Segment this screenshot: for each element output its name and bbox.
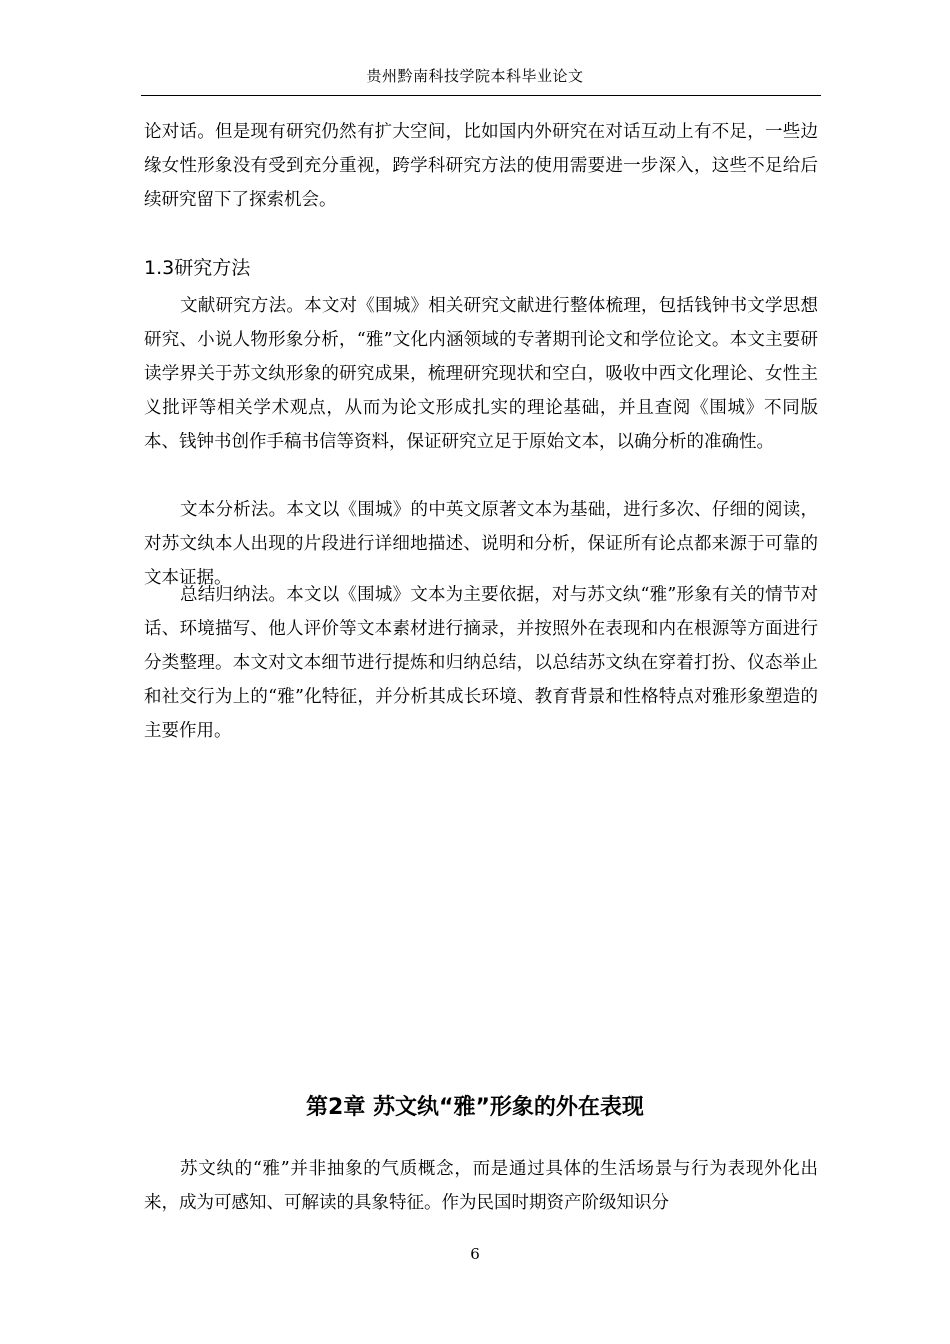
chapter-heading-2: 第2章 苏文纨“雅”形象的外在表现 (306, 1095, 644, 1120)
page-number: 6 (470, 1245, 480, 1263)
header-rule (141, 95, 821, 96)
paragraph-method-induction: 总结归纳法。本文以《围城》文本为主要依据，对与苏文纨“雅”形象有关的情节对话、环境描写、他人评价等文本素材进行摘录，并按照外在表现和内在根源等方面进行分类整理。本文对文本细节进行提炼和归纳总结，以总结苏文纨在穿着打扮、仪态举止和社交行为上的“雅”化特征，并分析其成长环境、教育背景和性格特点对雅形象塑造的主要作用。 (144, 585, 818, 741)
paragraph-method-literature: 文献研究方法。本文对《围城》相关研究文献进行整体梳理，包括钱钟书文学思想研究、小说人物形象分析，“雅”文化内涵领域的专著期刊论文和学位论文。本文主要研读学界关于苏文纨形象的研究成果，梳理研究现状和空白，吸收中西文化理论、女性主义批评等相关学术观点，从而为论文形成扎实的理论基础，并且查阅《围城》不同版本、钱钟书创作手稿书信等资料，保证研究立足于原始文本，以确分析的准确性。 (144, 296, 818, 452)
section-heading-1-3: 1.3研究方法 (144, 257, 251, 279)
paragraph-chapter2-intro: 苏文纨的“雅”并非抽象的气质概念，而是通过具体的生活场景与行为表现外化出来，成为可感知、可解读的具象特征。作为民国时期资产阶级知识分 (144, 1159, 818, 1213)
paragraph-method-text-analysis: 文本分析法。本文以《围城》的中英文原著文本为基础，进行多次、仔细的阅读，对苏文纨本人出现的片段进行详细地描述、说明和分析，保证所有论点都来源于可靠的文本证据。 (144, 500, 818, 588)
paragraph-continuation: 论对话。但是现有研究仍然有扩大空间，比如国内外研究在对话互动上有不足，一些边缘女性形象没有受到充分重视，跨学科研究方法的使用需要进一步深入，这些不足给后续研究留下了探索机会。 (144, 122, 818, 210)
running-header: 贵州黔南科技学院本科毕业论文 (366, 67, 584, 85)
